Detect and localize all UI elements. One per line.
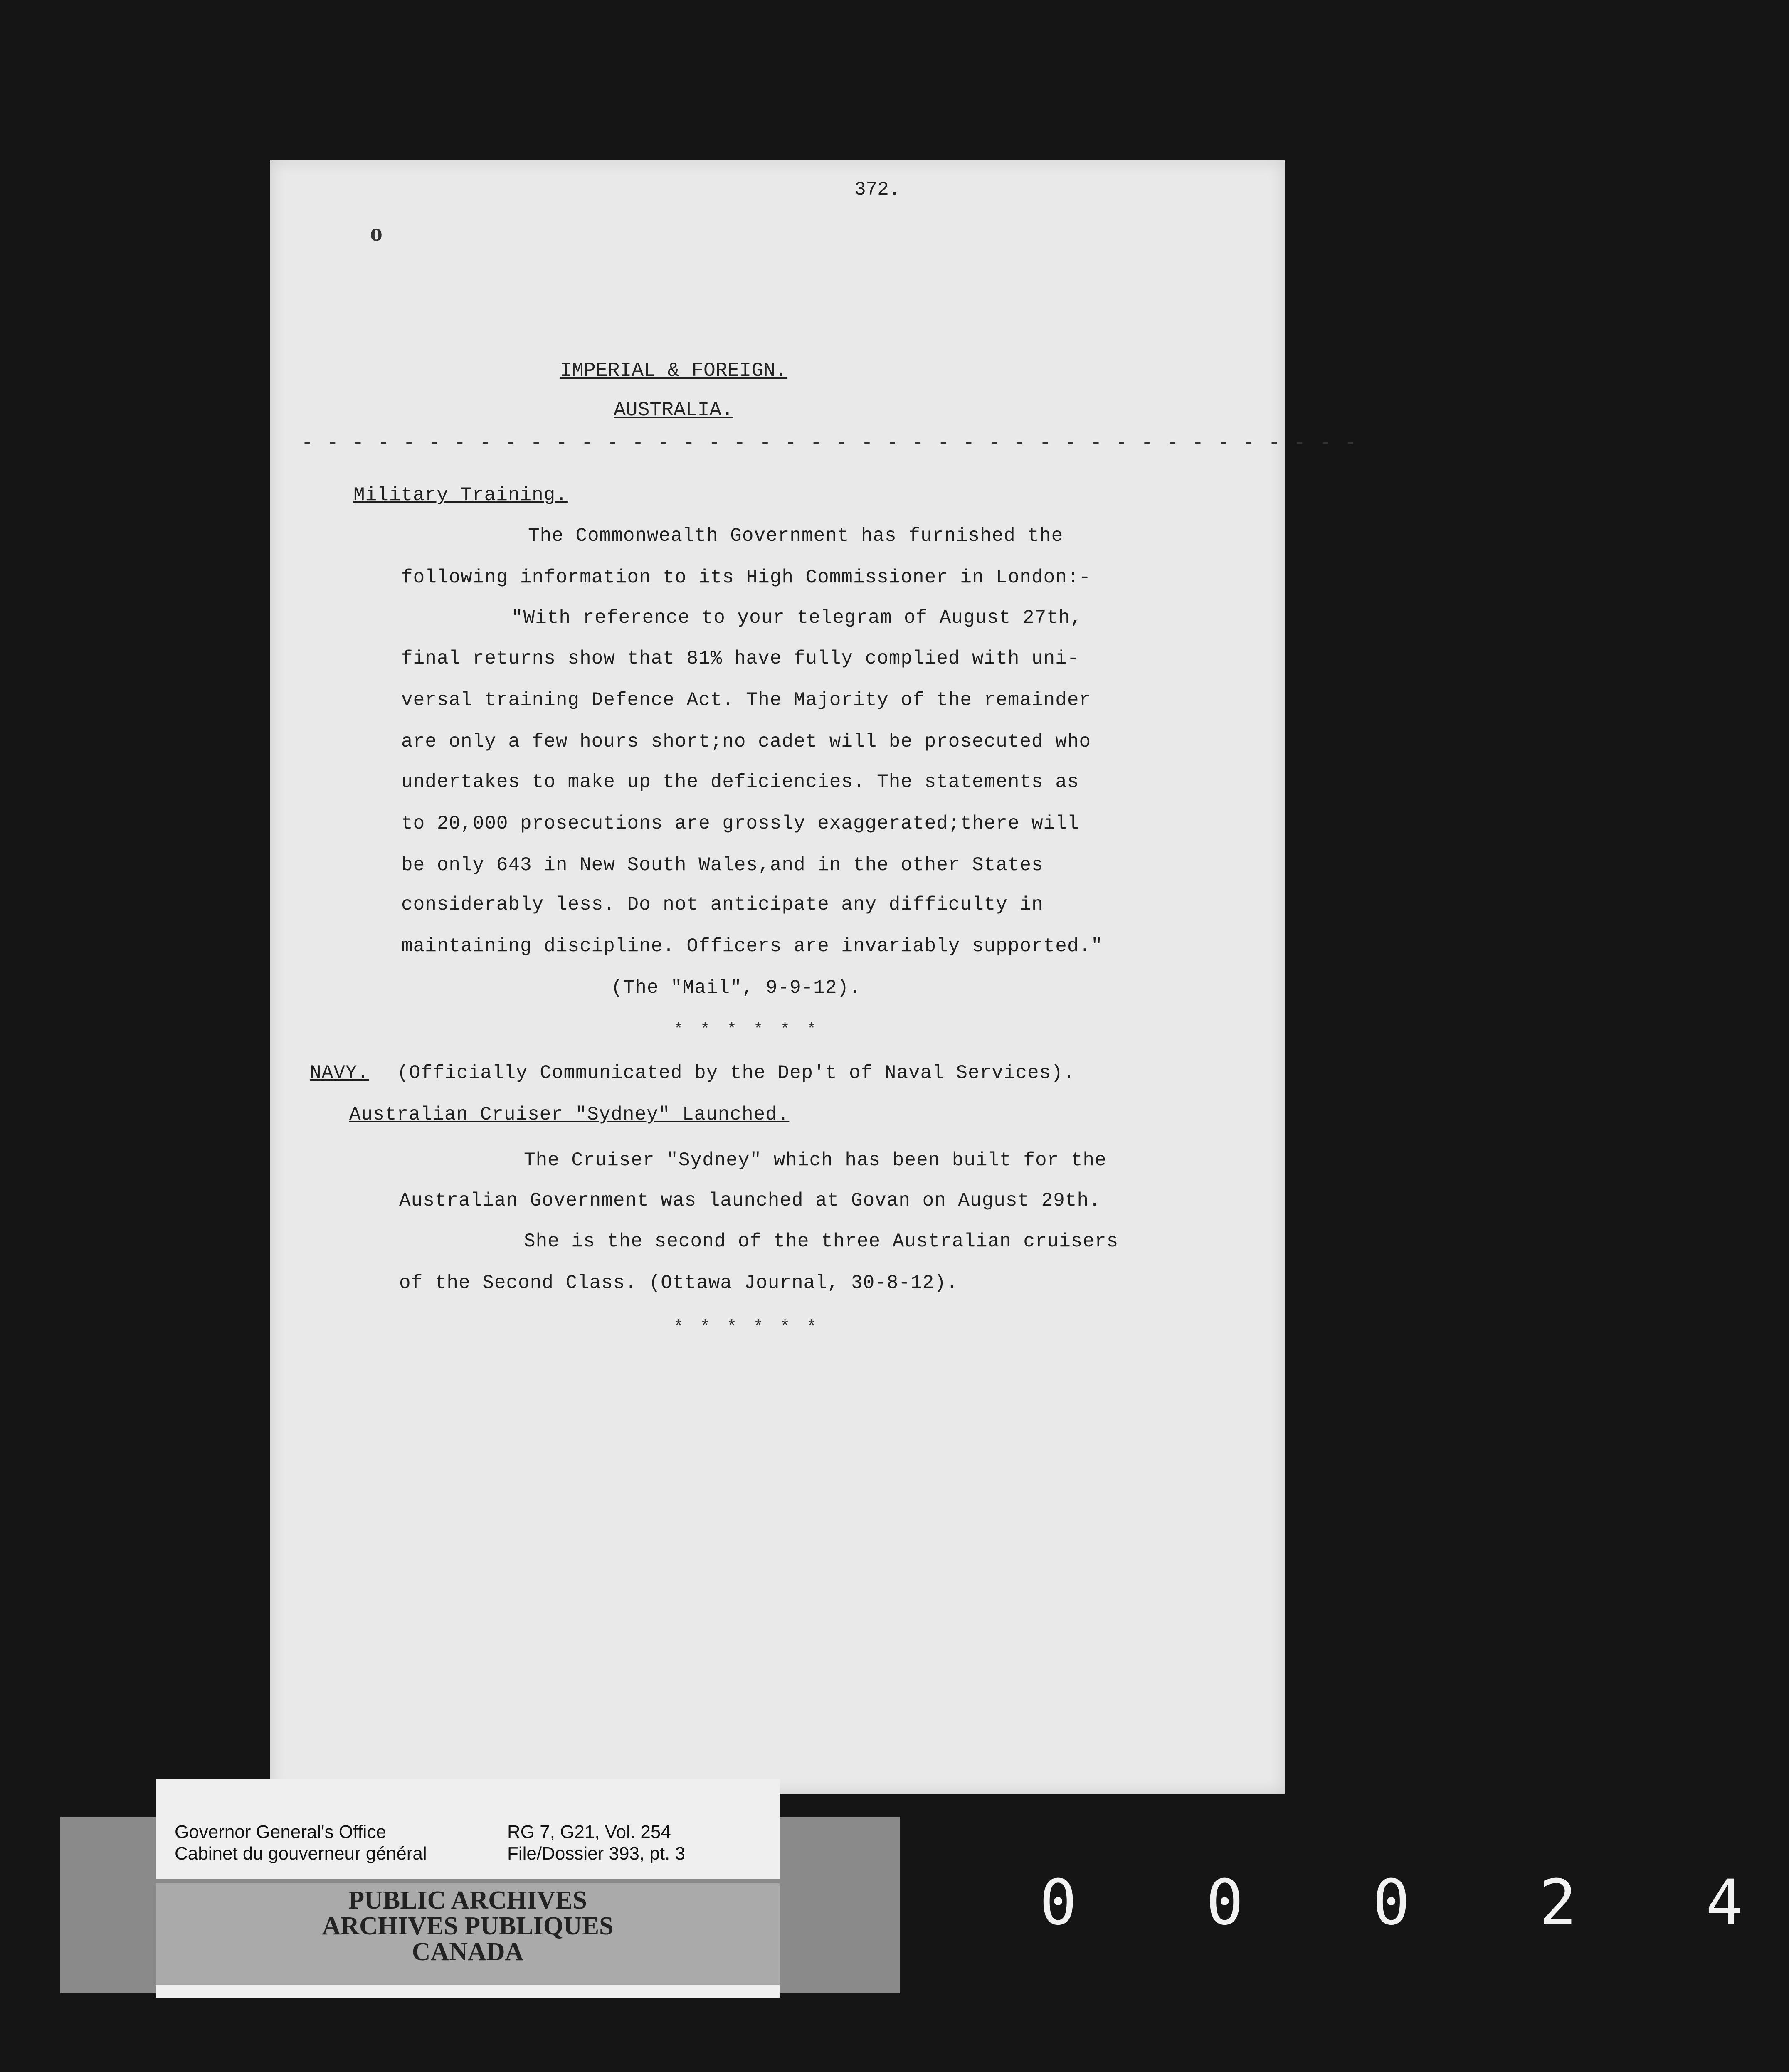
paragraph-line: following information to its High Commissioner in London:- [401,567,1091,588]
reference-file: File/Dossier 393, pt. 3 [507,1843,685,1864]
reference-volume: RG 7, G21, Vol. 254 [507,1822,671,1842]
section-divider-stars: * * * * * * [674,1021,820,1039]
archives-stamp-text [156,1887,780,1965]
paragraph-line: be only 643 in New South Wales,and in the other States [401,854,1044,876]
archives-en: PUBLIC ARCHIVES [348,1886,587,1914]
paragraph-line: versal training Defence Act. The Majority of the remainder [401,689,1091,711]
heading-australia: AUSTRALIA. [613,399,734,422]
paragraph-line: final returns show that 81% have fully complied with uni- [401,648,1079,669]
page-number: 372. [854,179,901,200]
paragraph-line: maintaining discipline. Officers are invariably supported." [401,935,1103,957]
paragraph-line: are only a few hours short;no cadet will be prosecuted who [401,731,1091,752]
paragraph-line: The Commonwealth Government has furnished the [528,525,1064,547]
frame-number: 0 0 0 2 4 [1039,1867,1789,1939]
paragraph-line: "With reference to your telegram of August 27th, [511,607,1083,629]
archives-country: CANADA [412,1938,524,1966]
archives-fr: ARCHIVES PUBLIQUES [322,1912,614,1940]
source-citation: (The "Mail", 9-9-12). [611,977,861,999]
paragraph-line: Australian Government was launched at Govan on August 29th. [399,1190,1101,1211]
paragraph-line: considerably less. Do not anticipate any difficulty in [401,894,1044,915]
section-label-navy [310,1062,369,1084]
office-name-fr: Cabinet du gouverneur général [175,1843,427,1864]
paragraph-line: to 20,000 prosecutions are grossly exaggerated;there will [401,813,1079,834]
paragraph-line: of the Second Class. (Ottawa Journal, 30-8-12). [399,1272,958,1294]
separator-line: - - - - - - - - - - - - - - - - - - - - - - - - - - - - - - - - - - - - - - - - - - [301,432,1358,454]
label-bottom-strip [156,1985,780,1998]
navy-source-note: (Officially Communicated by the Dep't of Naval Services). [397,1062,1075,1084]
paragraph-line: The Cruiser "Sydney" which has been built for the [524,1149,1107,1171]
navy-label: NAVY. [310,1062,370,1084]
section-title-military-training: Military Training. [353,484,568,506]
punch-mark: o [370,219,382,246]
section-title-cruiser-sydney: Australian Cruiser "Sydney" Launched. [349,1104,790,1125]
paragraph-line: undertakes to make up the deficiencies. The statements as [401,771,1079,793]
paragraph-line: She is the second of the three Australian cruisers [524,1231,1119,1252]
section-divider-stars: * * * * * * [674,1318,820,1337]
heading-imperial-foreign: IMPERIAL & FOREIGN. [560,360,787,382]
office-name-en: Governor General's Office [175,1822,386,1842]
